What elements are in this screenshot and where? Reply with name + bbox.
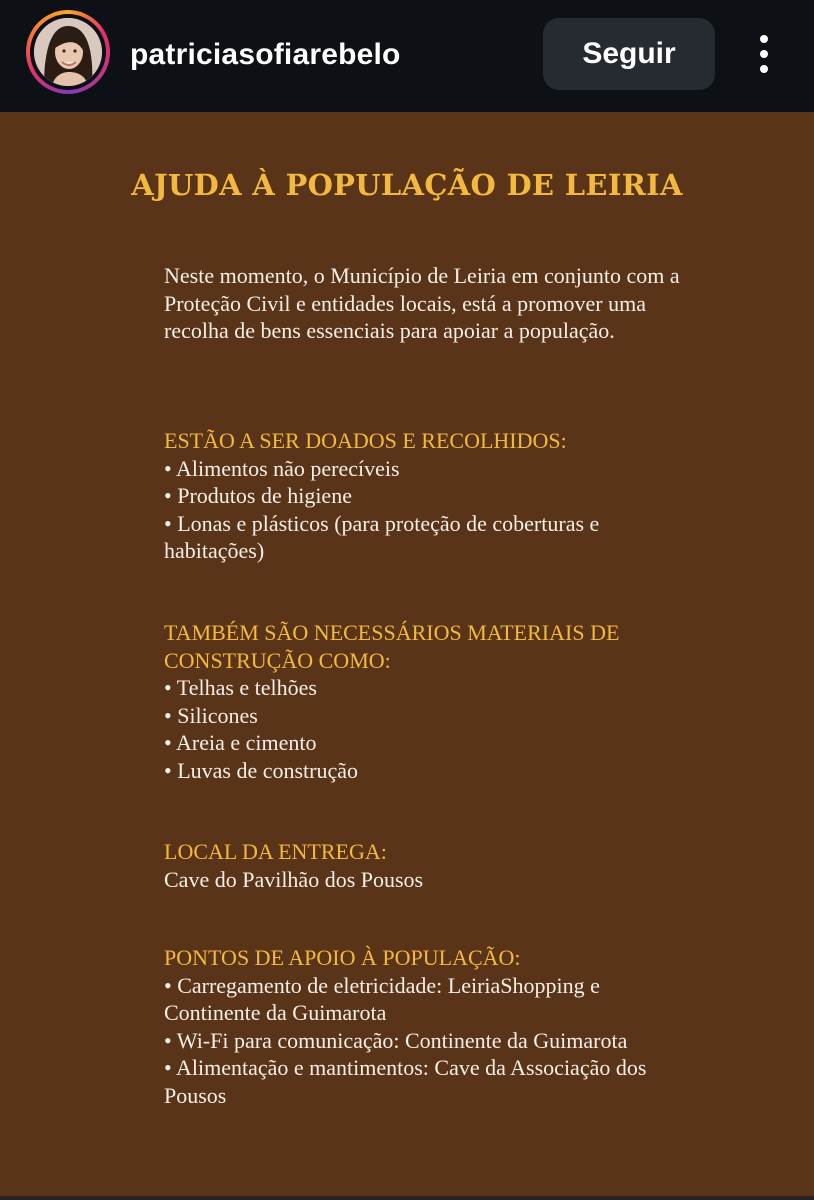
avatar[interactable] (34, 18, 102, 86)
donated-heading: ESTÃO A SER DOADOS E RECOLHIDOS: (164, 428, 567, 453)
bottom-divider (0, 1196, 814, 1200)
avatar-image (34, 18, 102, 86)
delivery-heading: LOCAL DA ENTREGA: (164, 839, 387, 864)
list-item: • Luvas de construção (164, 757, 359, 783)
username-link[interactable]: patriciasofiarebelo (130, 38, 401, 71)
list-item: • Silicones (164, 702, 258, 728)
intro-section (164, 262, 684, 345)
follow-button[interactable]: Seguir (543, 18, 715, 90)
materials-heading: TAMBÉM SÃO NECESSÁRIOS MATERIAIS DE CONSTRUÇÃO COMO: (164, 620, 620, 673)
support-section (164, 944, 684, 1109)
avatar-story-ring[interactable] (26, 10, 110, 94)
more-options-icon[interactable] (744, 28, 784, 80)
delivery-section (164, 838, 684, 893)
delivery-location: Cave do Pavilhão dos Pousos (164, 866, 424, 892)
support-heading: PONTOS DE APOIO À POPULAÇÃO: (164, 945, 521, 970)
list-item: • Produtos de higiene (164, 483, 352, 508)
list-item: • Alimentação e mantimentos: Cave da Associação dos Pousos (164, 1055, 647, 1108)
list-item: • Lonas e plásticos (para proteção de coberturas e habitações) (164, 510, 600, 563)
intro-text: Neste momento, o Município de Leiria em conjunto com a Proteção Civil e entidades locais, está a promover uma recolha de bens essenciais para apoiar a população. (164, 263, 680, 343)
list-item: • Wi-Fi para comunicação: Continente da Guimarota (164, 1027, 628, 1053)
list-item: • Carregamento de eletricidade: LeiriaShopping e Continente da Guimarota (164, 972, 600, 1025)
post-title: AJUDA À POPULAÇÃO DE LEIRIA (131, 168, 683, 202)
list-item: • Areia e cimento (164, 730, 317, 755)
list-item: • Telhas e telhões (164, 675, 317, 700)
materials-section (164, 619, 684, 784)
donated-section (164, 427, 684, 565)
profile-header (0, 0, 814, 112)
list-item: • Alimentos não perecíveis (164, 455, 400, 481)
